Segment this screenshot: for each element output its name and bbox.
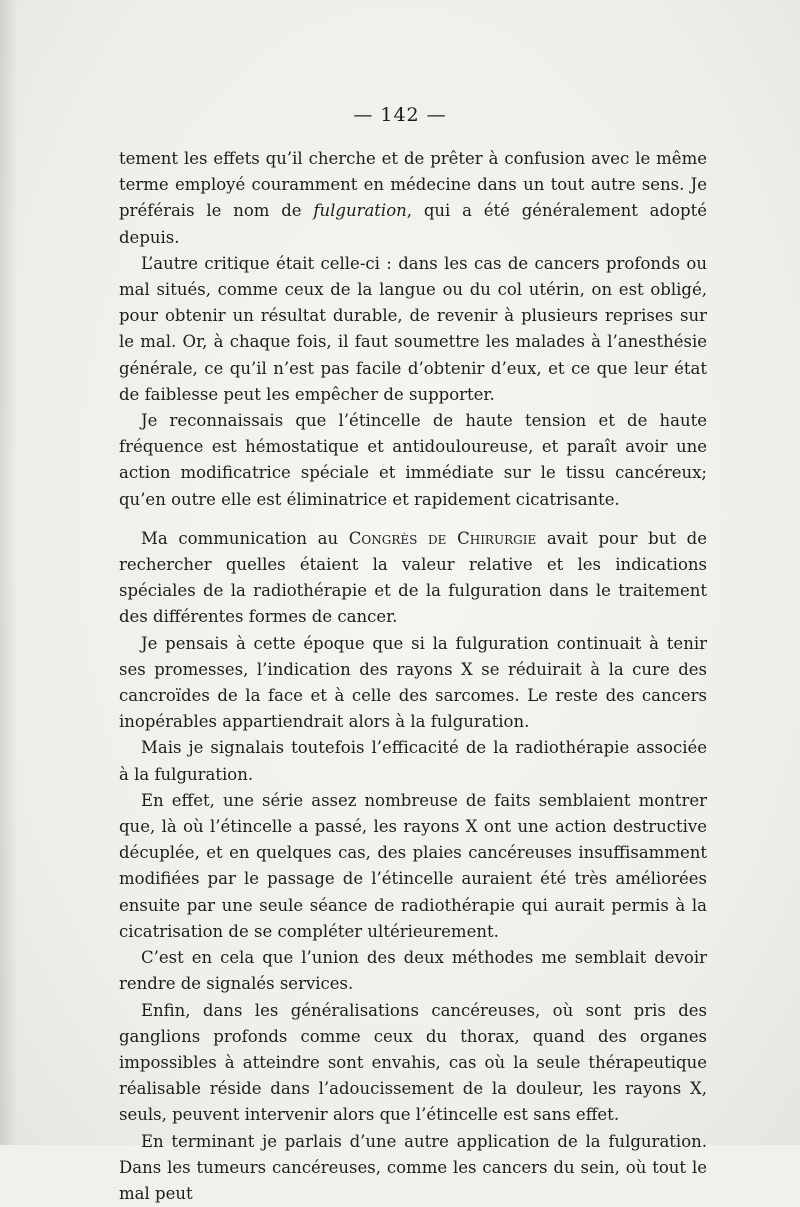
paragraph-2: L’autre critique était celle-ci : dans les cas de cancers profonds ou mal situés, comme ceux de la langue ou du col utérin, on est obligé, pour obtenir un résultat durable, de revenir à plusieurs reprises sur le mal. Or, à chaque fois, il faut soumettre les malades à l’anesthésie générale, ce qu’il n’est pas facile d’obtenir d’eux, et ce que leur état de faiblesse peut les empêcher de supporter.	[119, 253, 707, 404]
paragraph-4-end: avait pour but de rechercher quelles étaient la valeur relative et les indications spéciales de la radiothérapie et de la fulguration dans le traitement des différentes formes de cancer.	[119, 528, 707, 627]
paragraph-10: En terminant je parlais d’une autre application de la fulguration. Dans les tumeurs cancéreuses, comme les cancers du sein, où tout le mal peut	[119, 1131, 707, 1203]
paragraph-1-end: , qui a été généralement adopté depuis.	[119, 201, 707, 247]
paragraph-1	[119, 146, 707, 251]
paragraph-5: Je pensais à cette époque que si la fulguration continuait à tenir ses promesses, l’indication des rayons X se réduirait à la cure des cancroïdes de la face et à celle des sarcomes. Le reste des cancers inopérables appartiendrait alors à la fulguration.	[119, 633, 707, 732]
congress-name: Congrès de Chirurgie	[348, 528, 537, 548]
paragraph-1-start: tement les effets qu’il cherche et de prêter à confusion avec le même terme employé couramment en médecine dans un tout autre sens. Je préférais le nom de	[119, 149, 707, 221]
paragraph-9: Enfin, dans les généralisations cancéreuses, où sont pris des ganglions profonds comme ceux du thorax, quand des organes impossibles à atteindre sont envahis, cas où la seule thérapeutique réalisable réside dans l’adoucissement de la douleur, les rayons X, seuls, peuvent intervenir alors que l’étincelle est sans effet.	[119, 1000, 707, 1125]
paragraph-7: En effet, une série assez nombreuse de faits semblaient montrer que, là où l’étincelle a passé, les rayons X ont une action destructive décuplée, et en quelques cas, des plaies cancéreuses insuffisamment modifiées par le passage de l’étincelle auraient été très améliorées ensuite par une seule séance de radiothérapie qui aurait permis à la cicatrisation de se compléter ultérieurement.	[119, 790, 707, 941]
term-fulguration: fulguration	[313, 201, 407, 221]
paragraph-4	[119, 526, 707, 631]
paragraph-8: C’est en cela que l’union des deux méthodes me semblait devoir rendre de signalés services.	[119, 948, 707, 994]
paragraph-6: Mais je signalais toutefois l’efficacité de la radiothérapie associée à la fulguration.	[119, 738, 707, 784]
paragraph-3: Je reconnaissais que l’étincelle de haute tension et de haute fréquence est hémostatique et antidouloureuse, et paraît avoir une action modificatrice spéciale et immédiate sur le tissu cancéreux; qu’en outre elle est éliminatrice et rapidement cicatrisante.	[119, 411, 707, 509]
paragraph-4-start: Ma communication au	[141, 528, 349, 548]
page-number: — 142 —	[353, 104, 447, 126]
body-text	[119, 146, 707, 1207]
